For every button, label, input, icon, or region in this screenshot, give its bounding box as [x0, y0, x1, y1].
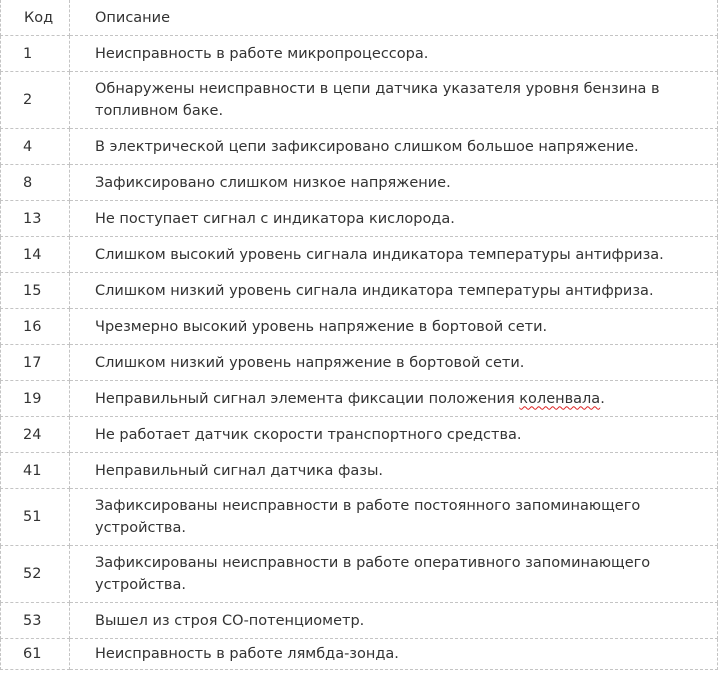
description-cell: Неисправность в работе лямбда-зонда. [70, 639, 718, 670]
code-cell: 51 [1, 489, 70, 546]
description-cell: Зафиксированы неисправности в работе оперативного запоминающего устройства. [70, 546, 718, 603]
code-cell: 14 [1, 237, 70, 273]
description-cell: Не работает датчик скорости транспортного средства. [70, 417, 718, 453]
description-cell: Зафиксировано слишком низкое напряжение. [70, 165, 718, 201]
table-row [1, 36, 718, 72]
table-row [1, 345, 718, 381]
code-cell: 2 [1, 72, 70, 129]
code-cell: 13 [1, 201, 70, 237]
description-cell: В электрической цепи зафиксировано слишком большое напряжение. [70, 129, 718, 165]
code-cell: 15 [1, 273, 70, 309]
table-row [1, 165, 718, 201]
code-cell: 61 [1, 639, 70, 670]
table-header-row [1, 0, 718, 36]
spellcheck-underlined-word: коленвала [519, 390, 601, 407]
description-cell: Неправильный сигнал датчика фазы. [70, 453, 718, 489]
table-row [1, 201, 718, 237]
description-text: Неправильный сигнал элемента фиксации положения [95, 390, 520, 407]
code-cell: 8 [1, 165, 70, 201]
code-cell: 19 [1, 381, 70, 417]
column-header-code: Код [1, 0, 70, 36]
description-cell: Неисправность в работе микропроцессора. [70, 36, 718, 72]
description-cell: Слишком низкий уровень напряжение в бортовой сети. [70, 345, 718, 381]
code-cell: 16 [1, 309, 70, 345]
description-cell: Чрезмерно высокий уровень напряжение в бортовой сети. [70, 309, 718, 345]
column-header-description: Описание [70, 0, 718, 36]
description-cell [70, 381, 718, 417]
table-row [1, 273, 718, 309]
description-cell: Слишком высокий уровень сигнала индикатора температуры антифриза. [70, 237, 718, 273]
code-cell: 1 [1, 36, 70, 72]
table-row [1, 237, 718, 273]
code-cell: 17 [1, 345, 70, 381]
table-row [1, 417, 718, 453]
table-row [1, 453, 718, 489]
code-cell: 24 [1, 417, 70, 453]
table-row [1, 72, 718, 129]
description-cell: Зафиксированы неисправности в работе постоянного запоминающего устройства. [70, 489, 718, 546]
description-text: . [600, 390, 605, 407]
code-cell: 4 [1, 129, 70, 165]
table-row [1, 546, 718, 603]
code-cell: 53 [1, 603, 70, 639]
table-row [1, 381, 718, 417]
table-row [1, 489, 718, 546]
code-cell: 41 [1, 453, 70, 489]
code-cell: 52 [1, 546, 70, 603]
table-row [1, 603, 718, 639]
table-row [1, 639, 718, 670]
table-row [1, 129, 718, 165]
table-row [1, 309, 718, 345]
description-cell: Не поступает сигнал с индикатора кислорода. [70, 201, 718, 237]
description-cell: Слишком низкий уровень сигнала индикатора температуры антифриза. [70, 273, 718, 309]
description-cell: Обнаружены неисправности в цепи датчика указателя уровня бензина в топливном баке. [70, 72, 718, 129]
description-cell: Вышел из строя СО-потенциометр. [70, 603, 718, 639]
